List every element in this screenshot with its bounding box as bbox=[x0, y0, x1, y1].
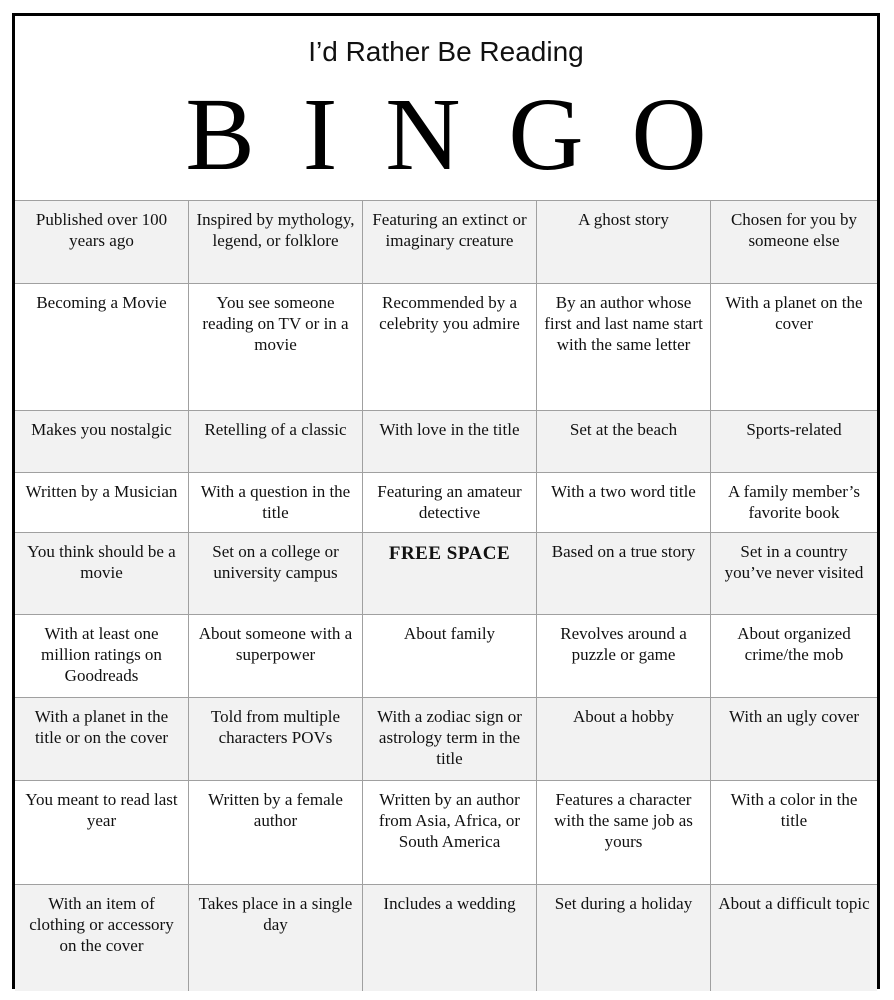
bingo-cell: With an item of clothing or accessory on the cover bbox=[15, 885, 189, 991]
bingo-cell: Chosen for you by someone else bbox=[730, 210, 858, 250]
bingo-cell: Written by a female author bbox=[189, 781, 363, 884]
bingo-row bbox=[15, 532, 877, 614]
bingo-cell: With an ugly cover bbox=[728, 707, 860, 726]
bingo-cell: A ghost story bbox=[537, 201, 711, 283]
bingo-cell: Becoming a Movie bbox=[15, 284, 189, 410]
bingo-row bbox=[15, 614, 877, 697]
bingo-cell: A family member’s favorite book bbox=[728, 482, 860, 522]
bingo-row bbox=[15, 884, 877, 991]
bingo-cell: Set in a country you’ve never visited bbox=[724, 542, 864, 582]
bingo-card bbox=[12, 13, 880, 989]
bingo-row bbox=[15, 697, 877, 780]
bingo-cell: You see someone reading on TV or in a movie bbox=[189, 284, 363, 410]
bingo-cell: Based on a true story bbox=[537, 533, 711, 614]
bingo-row bbox=[15, 472, 877, 532]
bingo-cell: With at least one million ratings on Goodreads bbox=[15, 615, 189, 697]
bingo-cell: Written by an author from Asia, Africa, or South America bbox=[363, 781, 537, 884]
bingo-cell: Set during a holiday bbox=[537, 885, 711, 991]
bingo-cell: Recommended by a celebrity you admire bbox=[363, 284, 537, 410]
bingo-cell: With a planet on the cover bbox=[725, 293, 863, 333]
card-subtitle: I’d Rather Be Reading bbox=[308, 36, 584, 67]
bingo-cell: Set at the beach bbox=[537, 411, 711, 472]
bingo-row bbox=[15, 283, 877, 410]
bingo-cell: You meant to read last year bbox=[15, 781, 189, 884]
bingo-row bbox=[15, 780, 877, 884]
card-header bbox=[15, 16, 877, 200]
bingo-cell: Set on a college or university campus bbox=[189, 533, 363, 614]
bingo-cell: With love in the title bbox=[363, 411, 537, 472]
bingo-grid bbox=[15, 200, 877, 991]
bingo-cell: Revolves around a puzzle or game bbox=[537, 615, 711, 697]
bingo-cell: You think should be a movie bbox=[15, 533, 189, 614]
bingo-cell: About a hobby bbox=[537, 698, 711, 780]
bingo-cell: With a question in the title bbox=[189, 473, 363, 532]
bingo-cell: With a color in the title bbox=[730, 790, 858, 830]
bingo-cell: With a two word title bbox=[537, 473, 711, 532]
bingo-row bbox=[15, 410, 877, 472]
bingo-cell: With a planet in the title or on the cover bbox=[15, 698, 189, 780]
bingo-row bbox=[15, 200, 877, 283]
free-space-cell: FREE SPACE bbox=[363, 533, 537, 614]
bingo-cell: About a difficult topic bbox=[718, 894, 870, 913]
bingo-cell: Sports-related bbox=[746, 420, 842, 439]
bingo-cell: Includes a wedding bbox=[363, 885, 537, 991]
card-title: BINGO bbox=[185, 77, 755, 192]
bingo-cell: About someone with a superpower bbox=[189, 615, 363, 697]
bingo-cell: By an author whose first and last name start with the same letter bbox=[537, 284, 711, 410]
bingo-cell: Inspired by mythology, legend, or folklore bbox=[189, 201, 363, 283]
bingo-cell: About organized crime/the mob bbox=[737, 624, 851, 664]
bingo-cell: About family bbox=[363, 615, 537, 697]
bingo-cell: Published over 100 years ago bbox=[15, 201, 189, 283]
bingo-cell: Features a character with the same job as yours bbox=[537, 781, 711, 884]
bingo-cell: Featuring an extinct or imaginary creature bbox=[363, 201, 537, 283]
bingo-cell: Featuring an amateur detective bbox=[363, 473, 537, 532]
bingo-cell: Retelling of a classic bbox=[189, 411, 363, 472]
bingo-cell: Written by a Musician bbox=[15, 473, 189, 532]
bingo-cell: Told from multiple characters POVs bbox=[189, 698, 363, 780]
bingo-cell: Makes you nostalgic bbox=[15, 411, 189, 472]
bingo-cell: Takes place in a single day bbox=[189, 885, 363, 991]
bingo-cell: With a zodiac sign or astrology term in the title bbox=[363, 698, 537, 780]
